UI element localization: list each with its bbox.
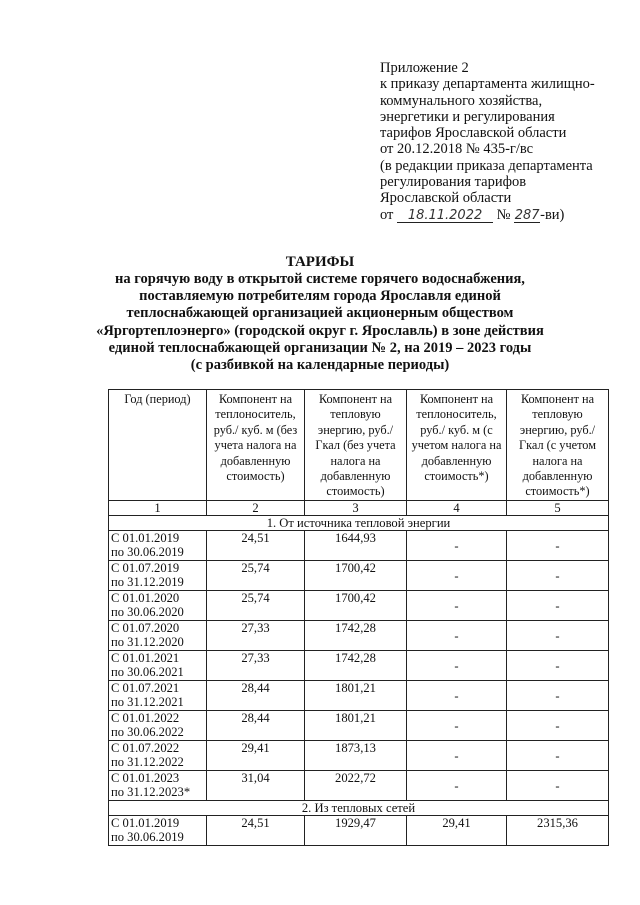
coolant-no-vat-cell: 25,74 <box>207 561 305 591</box>
coolant-vat-cell: 29,41 <box>407 816 507 846</box>
period-to: по 31.12.2019 <box>111 575 184 589</box>
table-row <box>109 816 609 846</box>
period-cell <box>109 531 207 561</box>
title-line: (с разбивкой на календарные периоды) <box>190 357 450 374</box>
heat-vat-cell: - <box>507 711 609 741</box>
table-row <box>109 651 609 681</box>
heat-vat-cell: - <box>507 681 609 711</box>
period-from: С 01.07.2020 <box>111 621 180 635</box>
header-period: Год (период) <box>109 390 207 501</box>
heat-no-vat-cell: 1700,42 <box>305 591 407 621</box>
coolant-no-vat-cell: 24,51 <box>207 531 305 561</box>
section-row <box>109 801 609 816</box>
title-line: поставляемую потребителям города Ярославля единой <box>139 288 501 305</box>
period-from: С 01.07.2022 <box>111 741 180 755</box>
coolant-vat-cell: - <box>407 561 507 591</box>
table-row <box>109 531 609 561</box>
appendix-line: (в редакции приказа департамента <box>380 157 593 174</box>
appendix-line: к приказу департамента жилищно- <box>380 76 595 93</box>
coolant-vat-cell: - <box>407 741 507 771</box>
coolant-vat-cell: - <box>407 681 507 711</box>
coolant-vat-cell: - <box>407 531 507 561</box>
period-cell <box>109 741 207 771</box>
heat-vat-cell: - <box>507 771 609 801</box>
heat-vat-cell: 2315,36 <box>507 816 609 846</box>
heat-no-vat-cell: 1742,28 <box>305 651 407 681</box>
date-prefix: от <box>380 206 394 223</box>
period-to: по 30.06.2022 <box>111 725 184 739</box>
appendix-line: тарифов Ярославской области <box>380 125 567 142</box>
coolant-no-vat-cell: 25,74 <box>207 591 305 621</box>
period-to: по 30.06.2019 <box>111 830 184 844</box>
period-cell <box>109 681 207 711</box>
document-title <box>0 253 640 374</box>
coolant-vat-cell: - <box>407 711 507 741</box>
appendix-line: Приложение 2 <box>380 60 469 76</box>
period-to: по 30.06.2020 <box>111 605 184 619</box>
appendix-line: регулирования тарифов <box>380 174 527 191</box>
column-number-row <box>109 501 609 516</box>
heat-no-vat-cell: 1873,13 <box>305 741 407 771</box>
table-row <box>109 561 609 591</box>
period-from: С 01.01.2022 <box>111 711 180 725</box>
section-row <box>109 516 609 531</box>
heat-no-vat-cell: 1700,42 <box>305 561 407 591</box>
coolant-no-vat-cell: 29,41 <box>207 741 305 771</box>
period-cell <box>109 711 207 741</box>
handwritten-number: 287 <box>514 207 540 223</box>
heat-vat-cell: - <box>507 651 609 681</box>
handwritten-date: 18.11.2022 <box>397 209 493 223</box>
period-cell <box>109 591 207 621</box>
heat-vat-cell: - <box>507 561 609 591</box>
coolant-no-vat-cell: 28,44 <box>207 681 305 711</box>
heat-vat-cell: - <box>507 591 609 621</box>
heat-no-vat-cell: 1644,93 <box>305 531 407 561</box>
period-cell <box>109 651 207 681</box>
coolant-no-vat-cell: 31,04 <box>207 771 305 801</box>
heat-vat-cell: - <box>507 531 609 561</box>
table-row <box>109 621 609 651</box>
period-cell <box>109 621 207 651</box>
period-cell <box>109 771 207 801</box>
coolant-vat-cell: - <box>407 651 507 681</box>
appendix-line: от 20.12.2018 № 435-г/вс <box>380 141 534 158</box>
coolant-no-vat-cell: 28,44 <box>207 711 305 741</box>
period-cell <box>109 816 207 846</box>
column-number: 5 <box>507 501 609 516</box>
table-header-row <box>109 390 609 501</box>
table-row <box>109 681 609 711</box>
period-to: по 30.06.2021 <box>111 665 184 679</box>
heat-vat-cell: - <box>507 741 609 771</box>
title-line: на горячую воду в открытой системе горячего водоснабжения, <box>115 271 525 287</box>
coolant-vat-cell: - <box>407 771 507 801</box>
column-number: 2 <box>207 501 305 516</box>
title-line: «Яргортеплоэнерго» (городской округ г. Ярославль) в зоне действия <box>96 322 544 339</box>
section-title: 2. Из тепловых сетей <box>109 801 609 816</box>
coolant-no-vat-cell: 24,51 <box>207 816 305 846</box>
appendix-line: Ярославской области <box>380 190 512 207</box>
title-line: единой теплоснабжающей организации № 2, на 2019 – 2023 годы <box>108 339 532 356</box>
heat-no-vat-cell: 1801,21 <box>305 681 407 711</box>
appendix-line: энергетики и регулирования <box>380 108 555 125</box>
order-date-line <box>380 207 630 223</box>
period-to: по 31.12.2021 <box>111 695 184 709</box>
header-coolant-no-vat: Компонент на теплоноситель, руб./ куб. м (без учета налога на добавленную стоимость) <box>207 390 305 501</box>
heat-vat-cell: - <box>507 621 609 651</box>
table-row <box>109 771 609 801</box>
coolant-no-vat-cell: 27,33 <box>207 651 305 681</box>
number-suffix: -ви) <box>540 206 565 223</box>
coolant-vat-cell: - <box>407 621 507 651</box>
heat-no-vat-cell: 2022,72 <box>305 771 407 801</box>
period-to: по 31.12.2022 <box>111 755 184 769</box>
period-to: по 31.12.2020 <box>111 635 184 649</box>
title-main: ТАРИФЫ <box>285 254 355 270</box>
column-number: 3 <box>305 501 407 516</box>
period-to: по 30.06.2019 <box>111 545 184 559</box>
column-number: 4 <box>407 501 507 516</box>
tariff-table <box>108 389 609 846</box>
title-line: теплоснабжающей организацией акционерным обществом <box>126 305 514 322</box>
header-heat-no-vat: Компонент на тепловую энергию, руб./Гкал (без учета налога на добавленную стоимость) <box>305 390 407 501</box>
column-number: 1 <box>109 501 207 516</box>
header-coolant-vat: Компонент на теплоноситель, руб./ куб. м (с учетом налога на добавленную стоимость*) <box>407 390 507 501</box>
number-sign: № <box>496 206 511 223</box>
heat-no-vat-cell: 1742,28 <box>305 621 407 651</box>
coolant-vat-cell: - <box>407 591 507 621</box>
appendix-line: коммунального хозяйства, <box>380 92 543 109</box>
heat-no-vat-cell: 1929,47 <box>305 816 407 846</box>
section-title: 1. От источника тепловой энергии <box>109 516 609 531</box>
table-row <box>109 711 609 741</box>
title-subtitle <box>0 271 640 374</box>
period-from: С 01.01.2019 <box>111 816 180 830</box>
heat-no-vat-cell: 1801,21 <box>305 711 407 741</box>
table-row <box>109 741 609 771</box>
appendix-block <box>380 60 630 223</box>
period-from: С 01.07.2021 <box>111 681 180 695</box>
period-cell <box>109 561 207 591</box>
period-from: С 01.01.2023 <box>111 771 180 785</box>
table-row <box>109 591 609 621</box>
period-from: С 01.07.2019 <box>111 561 180 575</box>
period-to: по 31.12.2023* <box>111 785 191 799</box>
coolant-no-vat-cell: 27,33 <box>207 621 305 651</box>
period-from: С 01.01.2021 <box>111 651 180 665</box>
period-from: С 01.01.2019 <box>111 531 180 545</box>
header-heat-vat: Компонент на тепловую энергию, руб./Гкал (с учетом налога на добавленную стоимость*) <box>507 390 609 501</box>
period-from: С 01.01.2020 <box>111 591 180 605</box>
